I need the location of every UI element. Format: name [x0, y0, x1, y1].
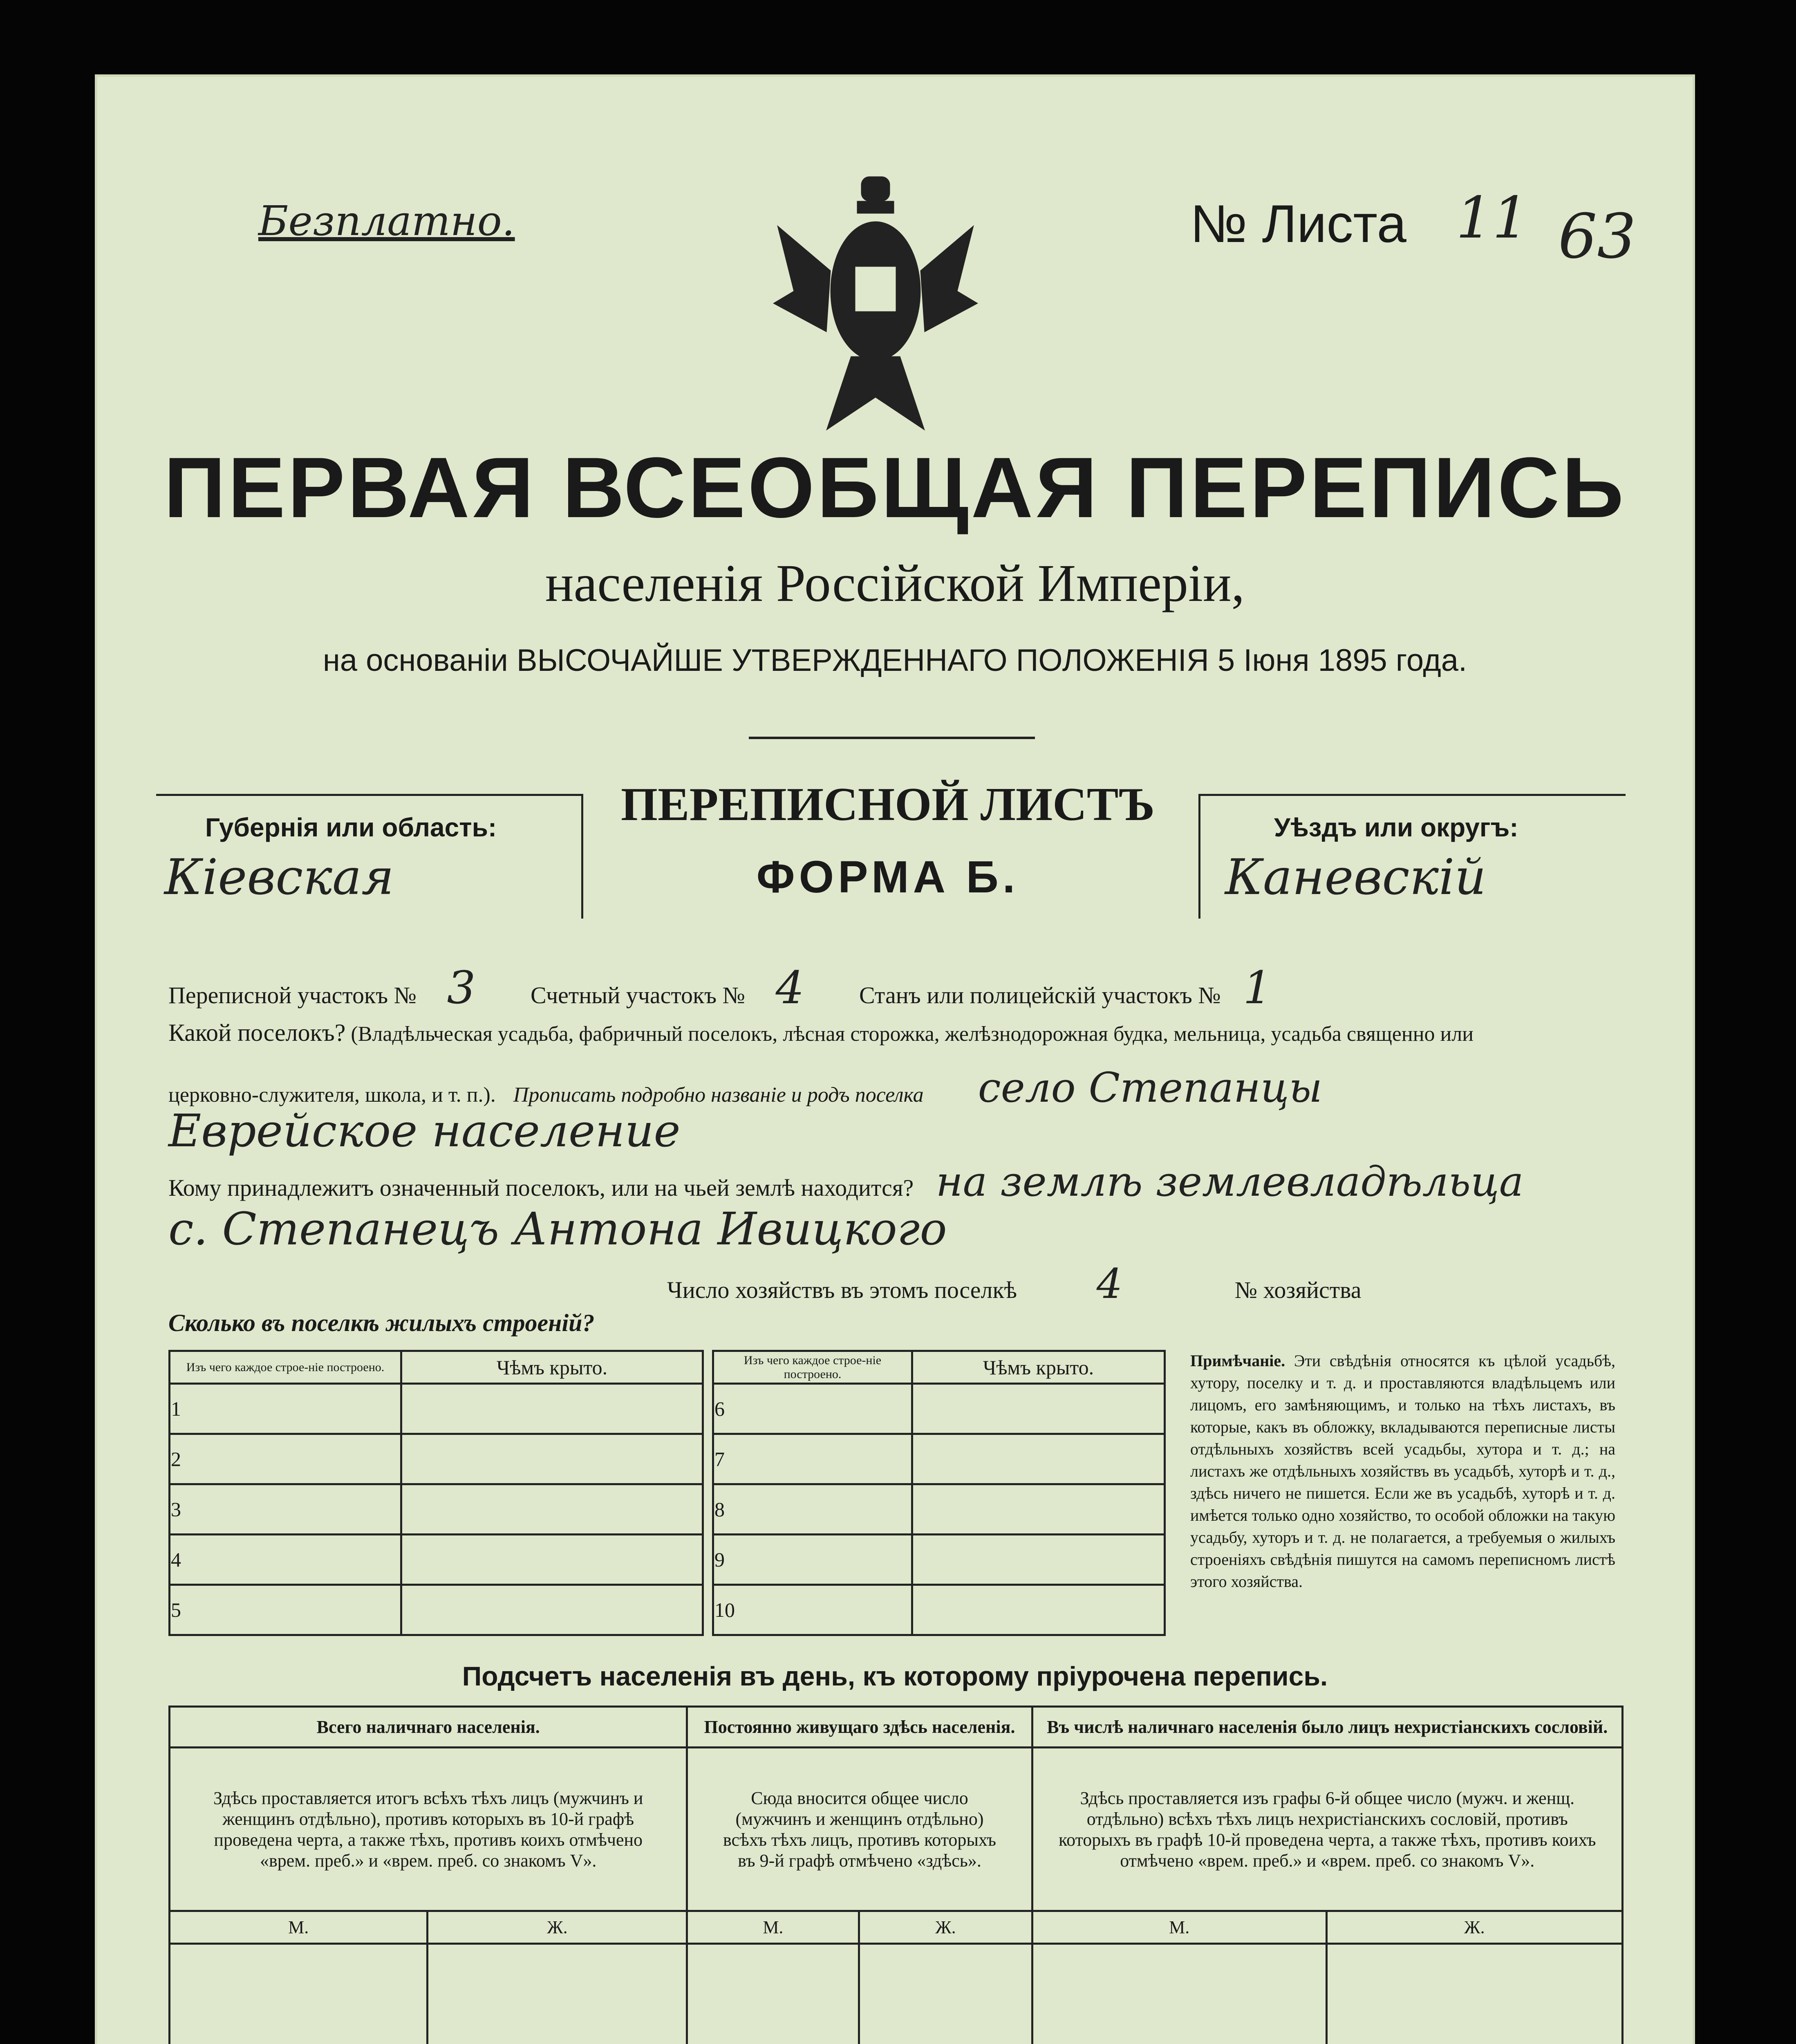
male-header: М. — [687, 1911, 859, 1944]
gubernia-value: Кіевская — [164, 849, 394, 906]
divider — [749, 737, 1035, 739]
owner-value-2: с. Степанецъ Антона Ивицкого — [168, 1203, 947, 1255]
population-heading: Подсчетъ населенія въ день, къ которому пріурочена перепись. — [462, 1661, 1328, 1691]
row-number: 1 — [170, 1384, 401, 1434]
col-nonchristian-header: Въ числѣ наличнаго населенія было лицъ нехристіанскихъ сословій. — [1032, 1707, 1622, 1748]
count-label: Счетный участокъ № — [531, 982, 746, 1009]
district-label: Переписной участокъ № — [168, 982, 417, 1009]
settlement-note-2: церковно-служителя, школа, и т. п.). — [168, 1083, 496, 1107]
male-header: М. — [1032, 1911, 1326, 1944]
owner-value: на землѣ землевладѣльца — [936, 1158, 1524, 1206]
settlement-label: Какой поселокъ? — [168, 1019, 346, 1046]
page-subtitle: населенія Россійской Имперіи, — [545, 554, 1245, 613]
uezd-label: Уѣздъ или округъ: — [1274, 813, 1518, 842]
households-row — [667, 1260, 1362, 1308]
row-number: 10 — [713, 1585, 912, 1635]
households-label: Число хозяйствъ въ этомъ поселкѣ — [667, 1277, 1017, 1303]
settlement-note: (Владѣльческая усадьба, фабричный поселокъ, лѣсная сторожка, желѣзнодорожная будка, мельница, усадьба священно или — [351, 1022, 1474, 1046]
row-number: 6 — [713, 1384, 912, 1434]
sheet-number-value: 11 — [1456, 185, 1529, 251]
stan-label: Станъ или полицейскій участокъ № — [859, 982, 1221, 1009]
row-number: 3 — [170, 1484, 401, 1535]
buildings-label: Сколько въ поселкѣ жилыхъ строеній? — [168, 1309, 595, 1336]
col-nonchristian-desc: Здѣсь проставляется изъ графы 6-й общее число (мужч. и женщ. отдѣльно) всѣхъ тѣхъ лицъ нехристіанскихъ сословій, противъ которыхъ въ графѣ 10-й проведена черта, а также тѣхъ, противъ коихъ отмѣчено «врем. преб.» и «врем. преб. со знакомъ V». — [1032, 1748, 1622, 1911]
form-name: ФОРМА Б. — [756, 852, 1019, 902]
buildings-table-right — [712, 1350, 1166, 1636]
gubernia-label: Губернія или область: — [205, 813, 497, 842]
census-form-sheet — [95, 74, 1695, 2044]
col-material-header: Изъ чего каждое строе-ніе построено. — [170, 1351, 401, 1384]
row-number: 4 — [170, 1535, 401, 1585]
female-header: Ж. — [1326, 1911, 1622, 1944]
owner-row — [168, 1158, 1523, 1206]
row-number: 7 — [713, 1434, 912, 1484]
imperial-eagle-emblem — [769, 168, 982, 455]
row-number: 2 — [170, 1434, 401, 1484]
male-header: М. — [170, 1911, 428, 1944]
note-title: Примѣчаніе. — [1190, 1351, 1285, 1370]
household-number-label: № хозяйства — [1234, 1277, 1362, 1303]
row-number: 5 — [170, 1585, 401, 1635]
col-roof-header: Чѣмъ крыто. — [912, 1351, 1165, 1384]
uezd-value: Каневскій — [1225, 849, 1486, 906]
uezd-box — [1198, 794, 1626, 919]
settlement-row — [168, 1019, 1474, 1047]
free-label: Безплатно. — [258, 197, 515, 245]
legal-basis: на основаніи ВЫСОЧАЙШЕ УТВЕРЖДЕННАГО ПОЛОЖЕНІЯ 5 Іюня 1895 года. — [322, 643, 1467, 678]
female-header: Ж. — [859, 1911, 1032, 1944]
page-title: ПЕРВАЯ ВСЕОБЩАЯ ПЕРЕПИСЬ — [163, 439, 1626, 536]
note — [1190, 1350, 1615, 1593]
col-total-header: Всего наличнаго населенія. — [170, 1707, 687, 1748]
form-title: ПЕРЕПИСНОЙ ЛИСТЪ — [620, 778, 1155, 831]
settlement-value-2: Еврейское население — [168, 1105, 681, 1157]
count-value: 4 — [775, 961, 804, 1014]
gubernia-box — [156, 794, 583, 919]
district-row — [168, 961, 1272, 1014]
households-value: 4 — [1096, 1260, 1123, 1308]
owner-label: Кому принадлежитъ означенный поселокъ, или на чьей землѣ находится? — [168, 1174, 914, 1201]
female-header: Ж. — [428, 1911, 687, 1944]
population-table — [168, 1706, 1624, 2044]
col-permanent-header: Постоянно живущаго здѣсь населенія. — [687, 1707, 1032, 1748]
district-value: 3 — [447, 961, 476, 1014]
settlement-instruction: Прописать подробно названіе и родъ поселка — [513, 1083, 924, 1107]
settlement-value: село Степанцы — [978, 1064, 1323, 1112]
col-roof-header: Чѣмъ крыто. — [401, 1351, 703, 1384]
stan-value: 1 — [1243, 961, 1272, 1014]
page-number-handwritten: 63 — [1558, 201, 1636, 272]
col-material-header: Изъ чего каждое строе-ніе построено. — [713, 1351, 912, 1384]
col-total-desc: Здѣсь проставляется итогъ всѣхъ тѣхъ лицъ (мужчинъ и женщинъ отдѣльно), противъ которыхъ въ 10-й графѣ проведена черта, а также тѣхъ, противъ коихъ отмѣчено «врем. преб.» и «врем. преб. со знакомъ V». — [170, 1748, 687, 1911]
row-number: 9 — [713, 1535, 912, 1585]
row-number: 8 — [713, 1484, 912, 1535]
buildings-table-left — [168, 1350, 704, 1636]
col-permanent-desc: Сюда вносится общее число (мужчинъ и женщинъ отдѣльно) всѣхъ тѣхъ лицъ, противъ которыхъ въ 9-й графѣ отмѣчено «здѣсь». — [687, 1748, 1032, 1911]
note-text: Эти свѣдѣнія относятся къ цѣлой усадьбѣ, хутору, поселку и т. д. и проставляются владѣльцемъ или лицомъ, его замѣняющимъ, и только на тѣхъ листахъ, въ которые, какъ въ обложку, вкладываются переписные листы отдѣльныхъ хозяйствъ всей усадьбы, хутора и т. д.; на листахъ же отдѣльныхъ хозяйствъ въ усадьбѣ, хуторѣ и т. д., здѣсь ничего не пишется. Если же въ усадьбѣ, хуторѣ и т. д. имѣется только одно хозяйство, то особой обложки на такую усадьбу, хуторъ и т. д. не полагается, а требуемыя о жилыхъ строеніяхъ свѣдѣнія пишутся на самомъ переписномъ листѣ этого хозяйства. — [1190, 1351, 1615, 1591]
sheet-number-label: № Листа — [1190, 194, 1406, 253]
